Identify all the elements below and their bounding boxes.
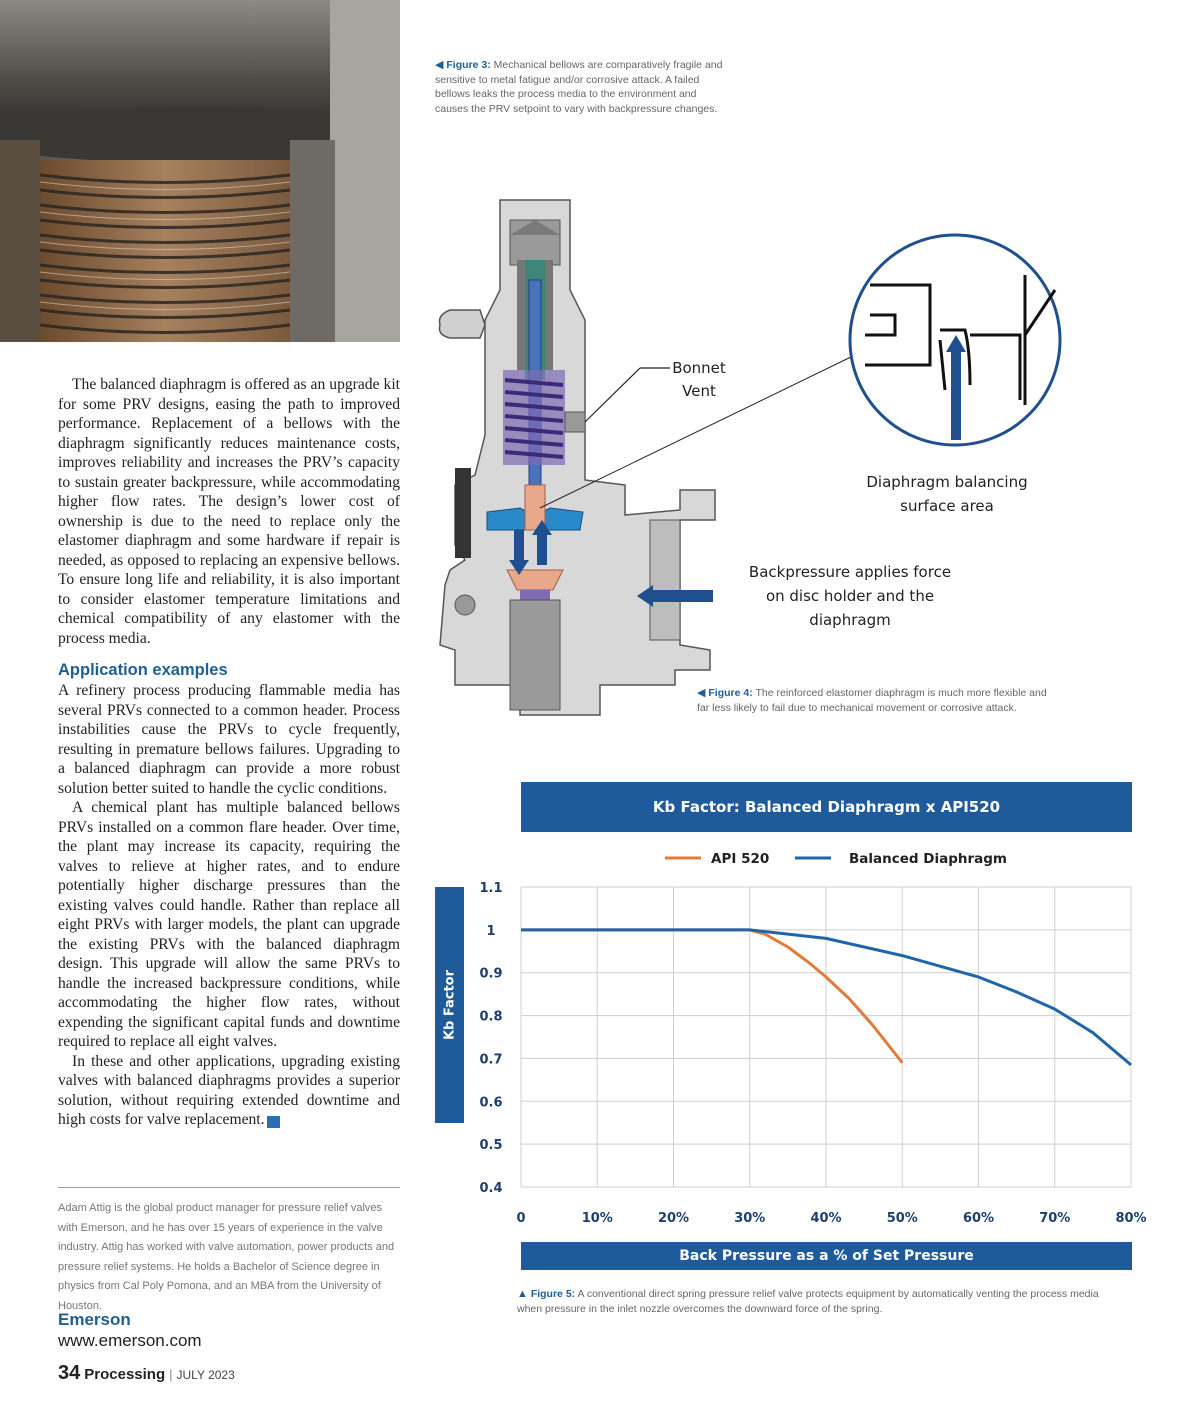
left-arrow-icon: ◀ [435,59,444,71]
balancing-label-2: surface area [900,497,994,515]
figure-4-label: Figure 4: [708,687,753,699]
x-tick-label: 10% [581,1211,613,1226]
y-tick-label: 1.1 [479,881,503,896]
legend-label: API 520 [711,851,770,867]
bonnet-vent-label-1: Bonnet [672,359,726,377]
figure-4-text: The reinforced elastomer diaphragm is much more flexible and far less likely to fail due to mechanical movement or corrosive attack. [697,687,1047,714]
figure-5-text: A conventional direct spring pressure relief valve protects equipment by automatically venting the process media when pressure in the inlet nozzle overcomes the downward force of the spring. [517,1288,1099,1315]
y-tick-label: 0.4 [479,1181,503,1196]
chart-grid [521,887,1131,1187]
x-tick-label: 30% [734,1211,766,1226]
left-arrow-icon: ◀ [697,687,706,699]
figure-3-text: Mechanical bellows are comparatively fragile and sensitive to metal fatigue and/or corrosive attack. A failed bellows leaks the process media to the environment and causes the PRV setpoint to vary with backpressure changes. [435,59,723,115]
article-body [58,375,400,1130]
bonnet-vent-label-2: Vent [682,382,716,400]
backpressure-label-3: diaphragm [809,611,891,629]
figure-3-caption [435,58,725,116]
kb-factor-chart [420,840,1160,1235]
paragraph: The balanced diaphragm is offered as an upgrade kit for some PRV designs, easing the path to improved performance. Replacement of a bellows with the diaphragm significantly reduces maintenance costs, improves reliability and increases the PRV’s capacity to sustain greater backpressure, while accommodating higher flow rates. The design’s lower cost of ownership is due to the need to replace only the elastomer diaphragm and some hardware if repair is needed, as opposed to replacing an expensive bellows. To ensure long life and reliability, it is also important to consider elastomer temperature limitations and chemical compatibility of any elastomer with the process media. [58,376,400,647]
bellows-photo [0,0,400,342]
section-heading: Application examples [58,661,228,679]
y-tick-label: 0.5 [479,1138,503,1154]
series-line [521,930,902,1063]
page-number: 34 [58,1362,81,1384]
x-tick-label: 40% [810,1211,842,1226]
backpressure-label-2: on disc holder and the [765,587,935,605]
paragraph: A refinery process producing flammable media has several PRVs connected to a common header. Process instabilities cause the PRVs to cycle frequently, resulting in premature bellows failures. Upgrading to a balanced diaphragm can provide a more robust solution better suited to handle the cyclic conditions. [58,682,400,797]
company-name: Emerson [58,1310,131,1329]
up-arrow-icon: ▲ [517,1288,528,1300]
end-mark-icon: PR [267,1116,280,1128]
x-tick-label: 70% [1039,1211,1071,1226]
x-tick-label: 0 [516,1211,526,1226]
y-tick-label: 0.7 [479,1052,503,1068]
magazine-name: Processing [84,1366,166,1383]
folio-separator: | [169,1367,173,1382]
x-tick-label: 60% [962,1211,995,1226]
x-tick-label: 80% [1115,1211,1147,1226]
y-tick-label: 1 [486,923,496,939]
chart-legend [665,851,1007,867]
figure-3-label: Figure 3: [446,59,491,71]
page-folio [58,1362,235,1385]
balancing-label-1: Diaphragm balancing [866,473,1028,491]
y-tick-label: 0.8 [479,1009,503,1025]
y-tick-label: 0.6 [479,1095,503,1111]
legend-label: Balanced Diaphragm [849,851,1007,867]
x-axis-ticks [516,1211,1146,1226]
x-axis-label: Back Pressure as a % of Set Pressure [521,1242,1132,1270]
paragraph-last [58,1052,400,1130]
bellows-photo-art [0,0,400,342]
bio-divider [58,1187,400,1188]
figure-5-caption [517,1287,1117,1316]
figure-4-caption [697,686,1047,715]
paragraph: A chemical plant has multiple balanced bellows PRVs installed on a common flare header. Over time, the plant may increase its capacity, requiring the valves to relieve at higher rates, and to endure potentially higher discharge pressures than the existing valves could handle. Rather than replace all eight PRVs with larger models, the plant can upgrade the existing PRVs with the balanced diaphragm design. This upgrade will allow the same PRVs to handle the increased backpressure conditions, while accommodating the higher flow rates, without expending the significant capital funds and downtime required to replace all eight valves. [58,799,400,1050]
issue-date: JULY 2023 [176,1368,235,1382]
backpressure-label-1: Backpressure applies force [748,563,952,581]
valve-cutaway-diagram [425,190,1075,725]
author-bio: Adam Attig is the global product manager for pressure relief valves with Emerson, and he has over 15 years of experience in the valve industry. Attig has worked with valve automation, power products and pressure relief systems. He holds a Bachelor of Science degree in physics from Cal Poly Pomona, and an MBA from the University of Houston. [58,1202,395,1312]
figure-5-label: Figure 5: [530,1288,576,1300]
paragraph-text: In these and other applications, upgrading existing valves with balanced diaphragms provides a superior solution, without requiring extended downtime and high costs for valve replacement. [58,1052,400,1128]
x-tick-label: 20% [657,1211,690,1226]
y-tick-label: 0.9 [479,966,503,982]
company-url[interactable]: www.emerson.com [58,1331,202,1350]
y-axis-ticks [479,881,502,1196]
y-axis-label: Kb Factor [442,969,457,1041]
chart-title: Kb Factor: Balanced Diaphragm x API520 [521,782,1132,832]
x-tick-label: 50% [886,1211,918,1226]
